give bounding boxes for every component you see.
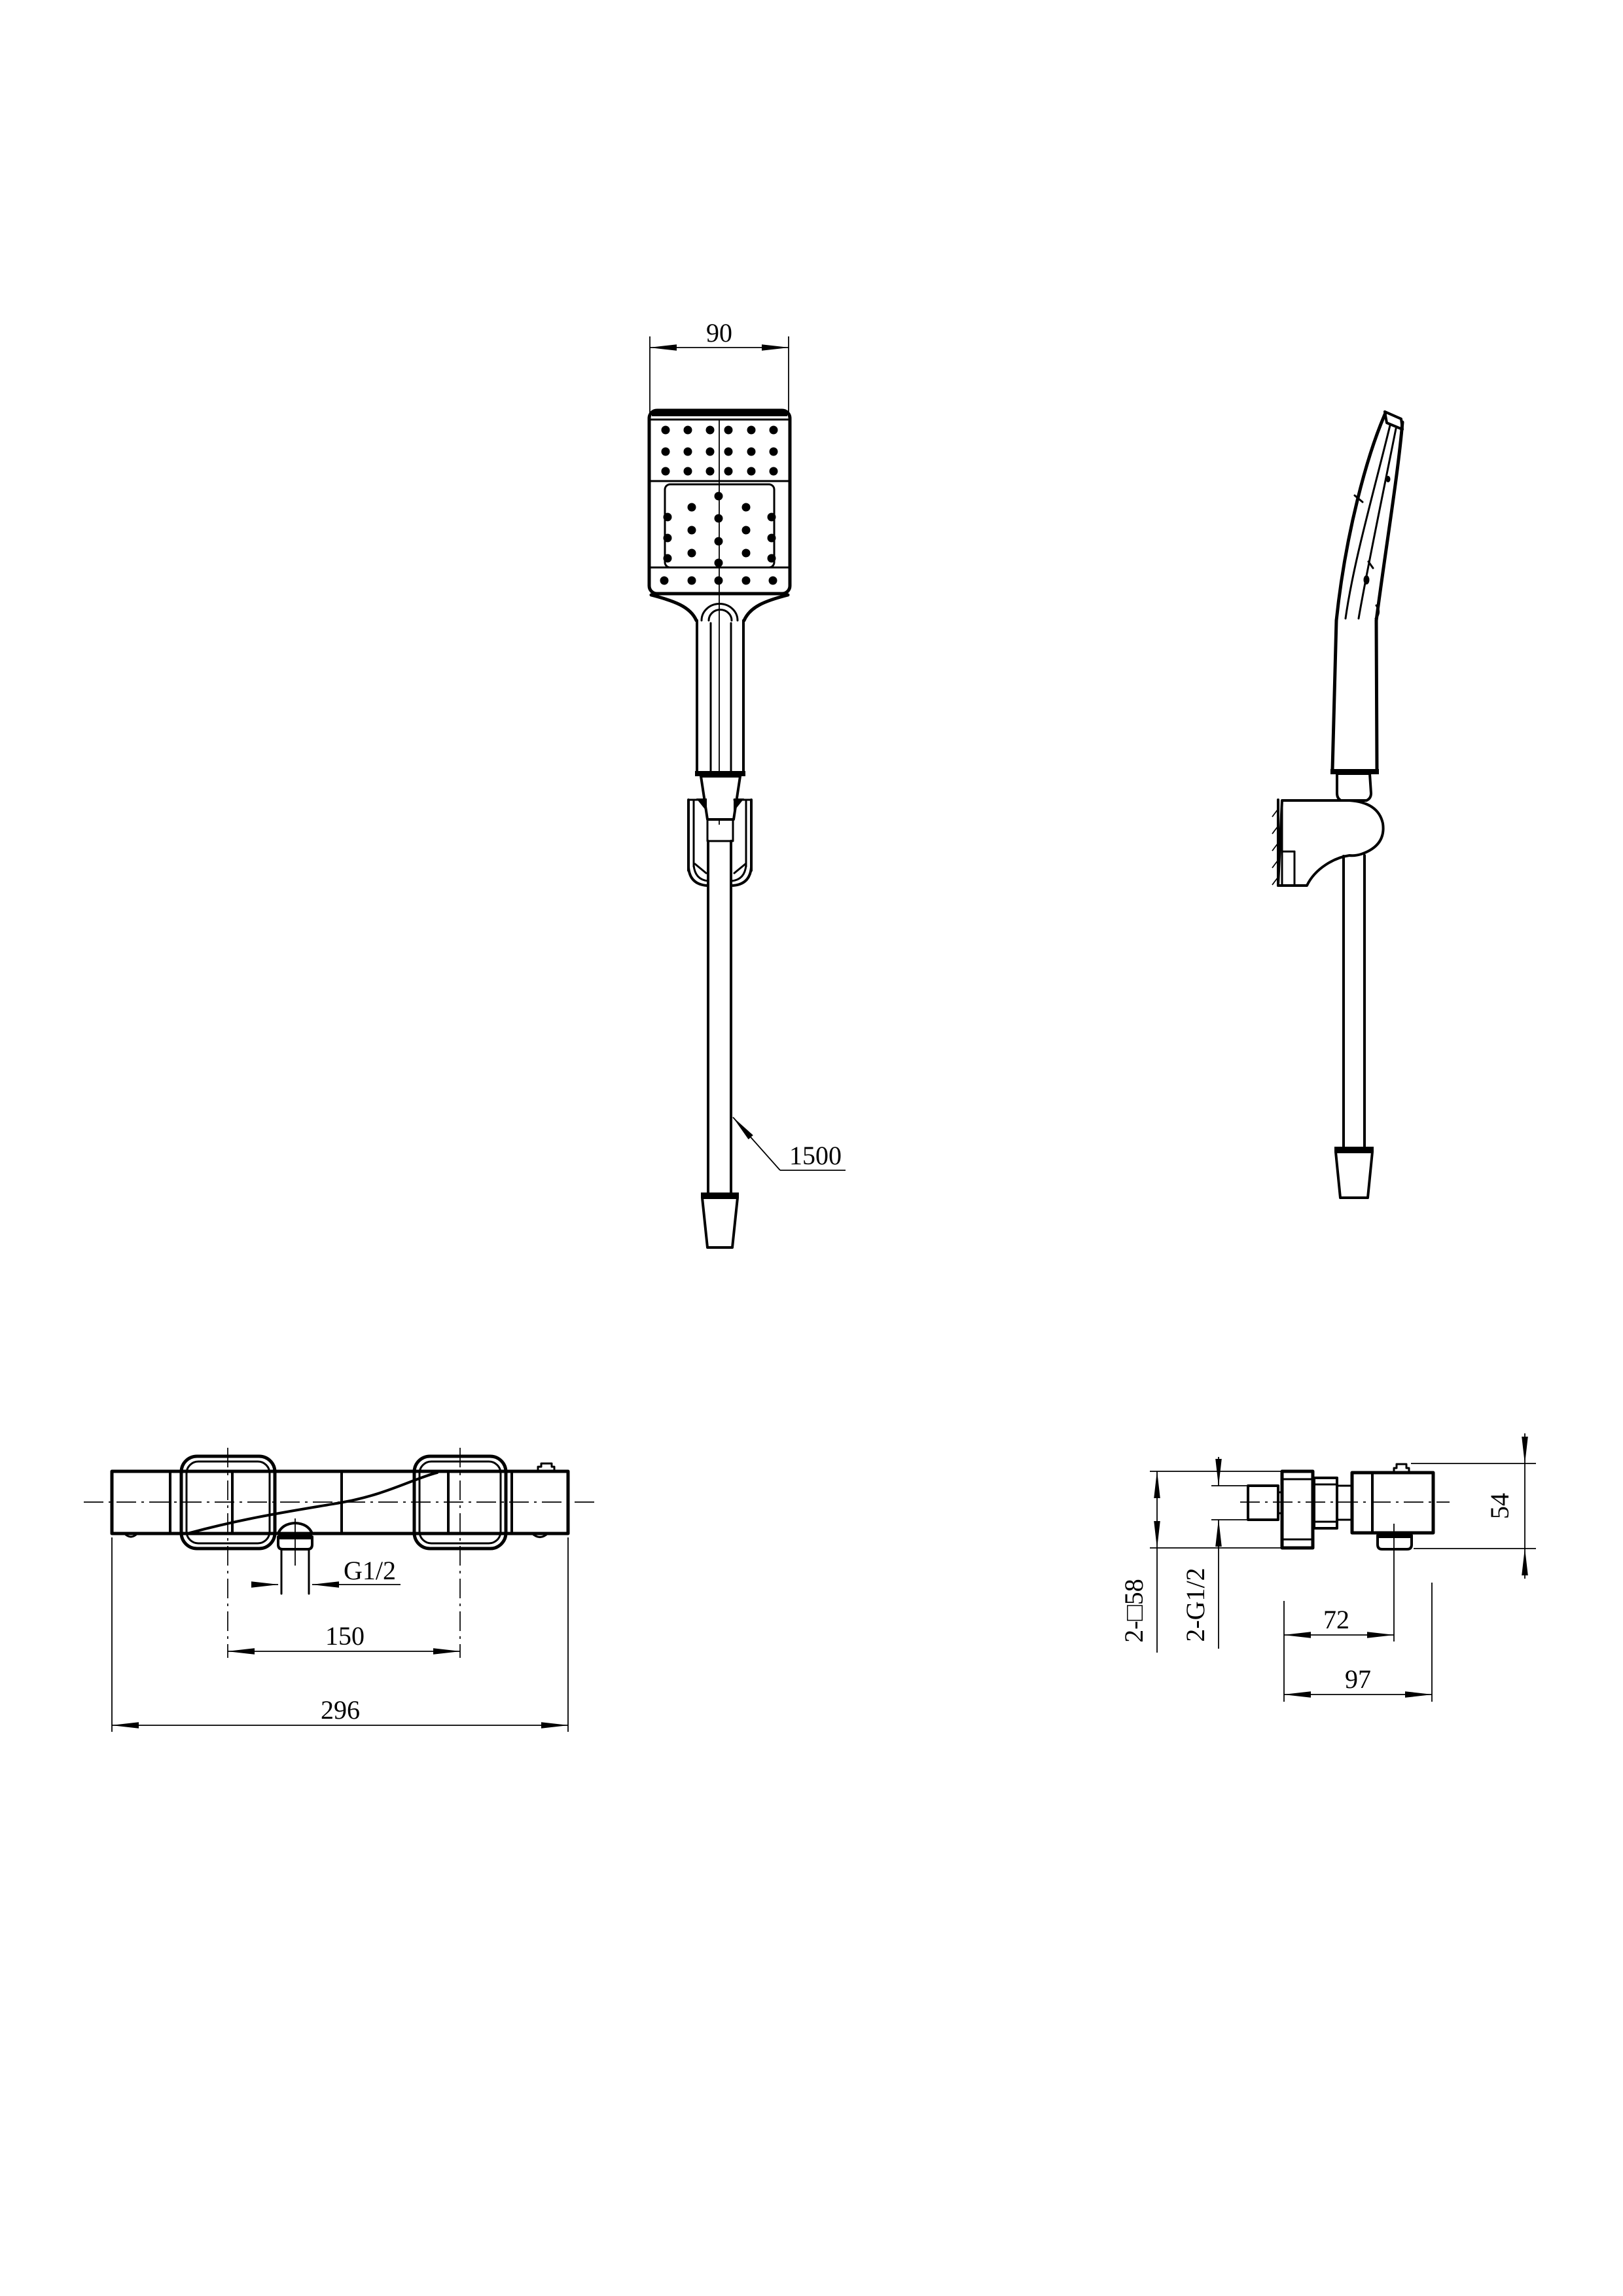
- wand-nozzle-dot: [1364, 575, 1370, 584]
- head-shoulder-left: [651, 595, 696, 620]
- spray-dot: [768, 534, 776, 543]
- shower-mixer-front-view: [84, 1448, 594, 1732]
- spray-dot: [724, 467, 733, 476]
- wand-outer-right: [1376, 422, 1402, 620]
- valve-body: [1352, 1473, 1433, 1533]
- spray-dot: [715, 537, 723, 546]
- hand-shower-side-view: [1272, 412, 1402, 1198]
- side-handle-right: [1376, 620, 1377, 770]
- hose-fitting-cone: [702, 1198, 738, 1247]
- spray-dot: [684, 448, 692, 456]
- spray-dot: [747, 426, 756, 435]
- spray-dot: [724, 448, 733, 456]
- inlet-block: [1248, 1486, 1278, 1520]
- handle-arch-inner: [709, 610, 732, 620]
- dim-outlet-offset-label: 72: [1323, 1605, 1349, 1634]
- spray-dot: [688, 526, 696, 535]
- spray-dot: [747, 467, 756, 476]
- leader-line-1500: [733, 1117, 780, 1170]
- spray-dot: [715, 514, 723, 523]
- dim-outlet-thread-label: G1/2: [344, 1556, 396, 1585]
- side-fitting-cone: [1336, 1152, 1372, 1198]
- spray-dot: [715, 577, 723, 585]
- spray-dot: [724, 426, 733, 435]
- side-handle-left: [1332, 620, 1336, 770]
- spray-dot: [688, 503, 696, 512]
- spray-dot: [747, 448, 756, 456]
- spray-dot: [770, 467, 778, 476]
- spray-dot: [664, 534, 672, 543]
- spray-dot: [715, 559, 723, 567]
- hose-cone-nut: [701, 776, 740, 819]
- spray-dot: [770, 426, 778, 435]
- spray-dot: [706, 426, 715, 435]
- spray-dot: [662, 467, 670, 476]
- spray-dot: [768, 554, 776, 563]
- hand-shower-front-view: [649, 318, 846, 1247]
- spray-dot: [706, 448, 715, 456]
- head-shoulder-right: [744, 595, 788, 620]
- spray-dot: [769, 577, 777, 585]
- spray-dot: [684, 426, 692, 435]
- dim-overall-width-label: 296: [321, 1695, 360, 1725]
- spray-dot: [664, 554, 672, 563]
- spray-dot: [742, 577, 751, 585]
- holder-hatch: [695, 864, 706, 873]
- spray-dot: [662, 426, 670, 435]
- connector-pipe: [1337, 1486, 1352, 1520]
- dim-inlet-thread-label: 2-G1/2: [1181, 1568, 1210, 1642]
- spray-dot: [715, 492, 723, 501]
- spray-dot: [660, 577, 669, 585]
- escutcheon-plate: [1282, 1471, 1313, 1548]
- dim-body-height-label: 54: [1485, 1493, 1514, 1519]
- dim-head-width-label: 90: [706, 318, 732, 348]
- dim-body-depth-label: 97: [1345, 1664, 1371, 1694]
- body-s-curve: [190, 1473, 437, 1533]
- dim-center-spacing-label: 150: [325, 1621, 365, 1651]
- spray-dot: [742, 526, 751, 535]
- hex-nut: [1314, 1478, 1337, 1528]
- spray-dot: [688, 549, 696, 558]
- spray-dot: [770, 448, 778, 456]
- spray-dot: [742, 503, 751, 512]
- spray-dot: [684, 467, 692, 476]
- spray-dot: [664, 513, 672, 522]
- spray-dot: [688, 577, 696, 585]
- dim-escutcheon-label: 2-□58: [1119, 1579, 1149, 1643]
- spray-dot: [742, 549, 751, 558]
- spray-dot: [768, 513, 776, 522]
- spray-dot: [662, 448, 670, 456]
- hose-nut-lower: [707, 819, 733, 841]
- side-cone-nut: [1337, 774, 1371, 800]
- spray-dot: [706, 467, 715, 476]
- dim-hose-length-label: 1500: [789, 1141, 842, 1170]
- shower-mixer-side-view: [1119, 1433, 1536, 1702]
- wand-nozzle-dot: [1386, 476, 1391, 482]
